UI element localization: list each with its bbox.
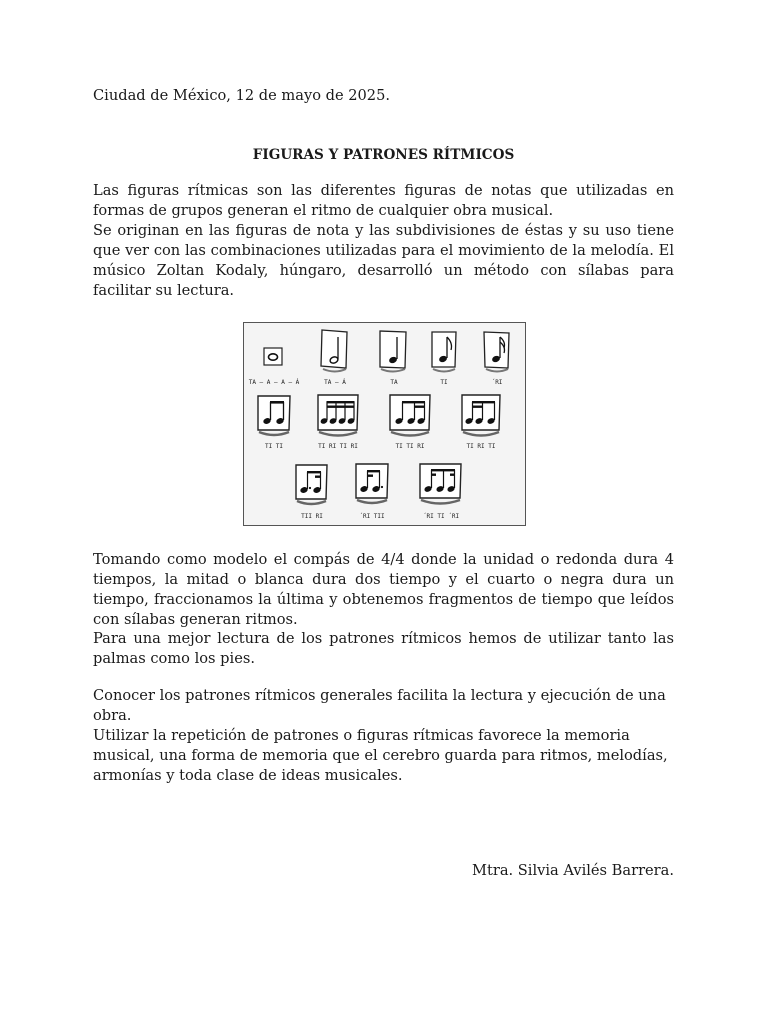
document-title: FIGURAS Y PATRONES RÍTMICOS <box>252 147 515 163</box>
paragraph-memoria-sentence-1: Conocer los patrones rítmicos generales facilita la lectura y ejecución de una obra. <box>93 687 666 724</box>
paragraph-compas: Tomando como modelo el compás de 4/4 donde la unidad o redonda dura 4 tiempos, la mitad o blanca dura dos tiempo y el cuarto o negra dura un tiempo, fraccionamos la última y obtenemos fragmentos de tiempo que leídos con sílabas generan ritmos. <box>93 551 674 628</box>
syllable-ti: TI <box>440 379 448 386</box>
syllable-ti-ri-ti: TI RI TI <box>466 443 496 450</box>
paragraph-palmas: Para una mejor lectura de los patrones rítmicos hemos de utilizar tanto las palmas como los pies. <box>93 630 674 667</box>
paragraph-memoria-sentence-2: Utilizar la repetición de patrones o figuras rítmicas favorece la memoria musical, una forma de memoria que el cerebro guarda para ritmos, melodías, armonías y toda clase de ideas musicales. <box>93 727 668 784</box>
paragraph-intro-sentence-1: Las figuras rítmicas son las diferentes figuras de notas que utilizadas en formas de grupos generan el ritmo de cualquier obra musical. <box>93 182 674 219</box>
syllable-tii-ri: TII RI <box>301 513 323 520</box>
syllable-ta-a: TA – Á <box>324 379 346 386</box>
paragraph-intro <box>93 181 674 301</box>
syllable-ti-ri-ti-ri: TI RI TI RI <box>318 443 358 450</box>
syllable-ti-ti-ri: TI TI RI <box>395 443 425 450</box>
date-line: Ciudad de México, 12 de mayo de 2025. <box>93 87 391 104</box>
paragraph-memoria <box>93 686 674 786</box>
syllable-ta: TA <box>390 379 398 386</box>
syllable-ti-ti: TI TI <box>264 443 284 450</box>
syllable-ri-tii: ´RI TII <box>359 513 385 520</box>
syllable-ta-a-a-a: TA – A – A – Á <box>248 379 300 386</box>
signature: Mtra. Silvia Avilés Barrera. <box>472 862 674 879</box>
paragraph-intro-sentence-2: Se originan en las figuras de nota y las subdivisiones de éstas y su uso tiene que ver con las combinaciones utilizadas para el movimiento de la melodía. El músico Zoltan Kodaly, húngaro, desarrolló un método con sílabas para facilitar su lectura. <box>93 222 674 299</box>
rhythm-figures-illustration <box>243 322 526 526</box>
syllable-ri: ´RI <box>491 379 503 386</box>
syllable-ri-ti-ri: ´RI TI ´RI <box>422 513 460 520</box>
